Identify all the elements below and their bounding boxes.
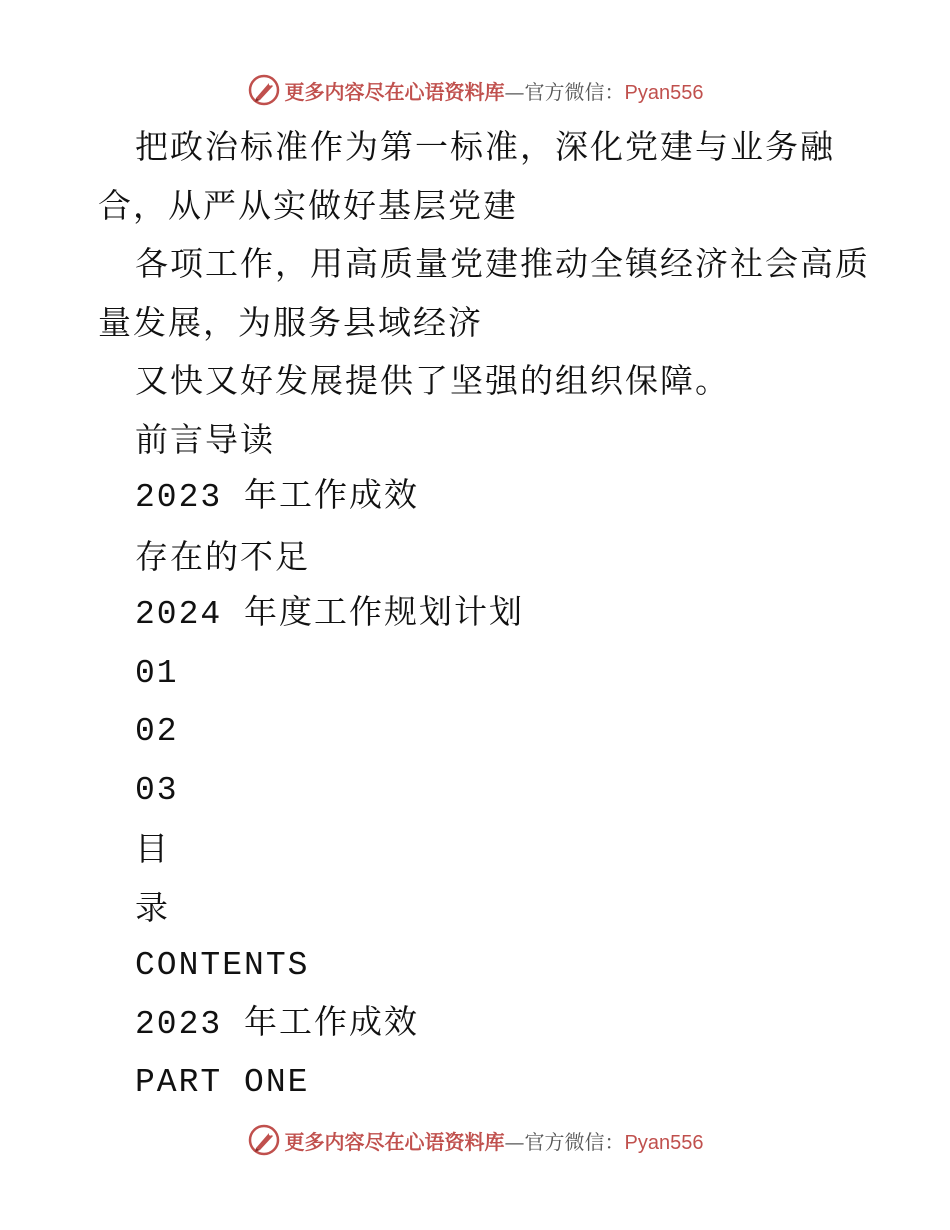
paragraph-line: 合，从严从实做好基层党建 <box>98 185 518 225</box>
watermark-id: Pyan556 <box>624 1131 704 1154</box>
part-heading: 2023 年工作成效 <box>135 1005 420 1043</box>
section-number: 01 <box>135 654 179 692</box>
section-number: 02 <box>135 713 179 750</box>
section-heading: 前言导读 <box>135 419 275 459</box>
contents-label: CONTENTS <box>135 947 310 984</box>
watermark-main: 更多内容尽在心语资料库 <box>284 79 505 104</box>
watermark-text <box>285 76 704 105</box>
watermark-main: 更多内容尽在心语资料库 <box>284 1129 505 1154</box>
watermark-sub: 官方微信： <box>524 79 625 104</box>
toc-title-char: 目 <box>135 829 170 868</box>
watermark-id: Pyan556 <box>624 81 704 104</box>
section-heading: 2023 年工作成效 <box>135 479 420 516</box>
part-label: PART ONE <box>135 1064 310 1101</box>
paragraph-line: 各项工作，用高质量党建推动全镇经济社会高质 <box>135 244 870 283</box>
section-heading: 存在的不足 <box>135 536 310 576</box>
paragraph-line: 把政治标准作为第一标准，深化党建与业务融 <box>135 127 835 166</box>
paragraph-line: 量发展，为服务县域经济 <box>98 302 483 342</box>
section-number: 03 <box>135 771 179 809</box>
pen-logo-icon <box>247 73 281 107</box>
watermark-sub: 官方微信： <box>524 1129 625 1154</box>
footer-watermark <box>0 1122 950 1158</box>
paragraph-line: 又快又好发展提供了坚强的组织保障。 <box>135 361 730 400</box>
header-watermark <box>0 72 950 108</box>
document-body <box>98 118 870 1113</box>
watermark-dash: — <box>504 1129 525 1154</box>
pen-logo-icon <box>247 1123 281 1157</box>
section-heading: 2024 年度工作规划计划 <box>135 596 525 633</box>
watermark-dash: — <box>504 79 525 104</box>
watermark-text <box>285 1126 704 1155</box>
toc-title-char: 录 <box>135 887 170 927</box>
